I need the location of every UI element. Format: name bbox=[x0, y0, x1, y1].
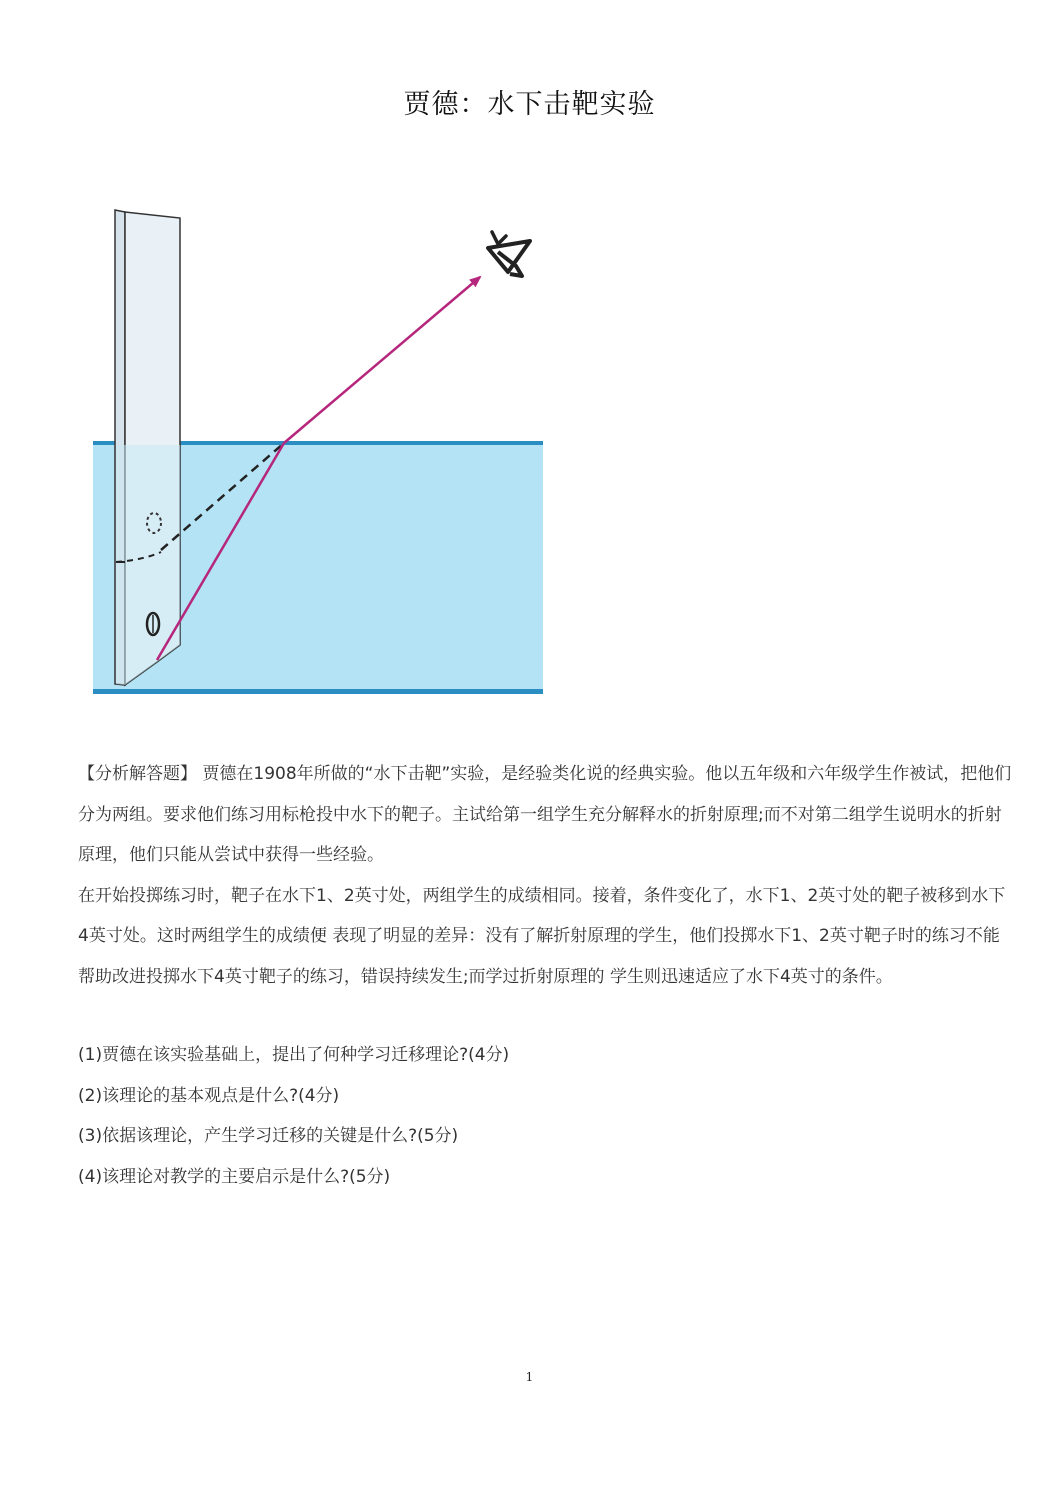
water-bottom-line bbox=[93, 689, 543, 694]
target-board-underwater bbox=[116, 445, 180, 685]
analysis-paragraph-2: 在开始投掷练习时，靶子在水下1、2英寸处，两组学生的成绩相同。接着，条件变化了，水下1、2英寸处的靶子被移到水下4英寸处。这时两组学生的成绩便 表现了明显的差异：没有了解折射原理的学生，他们投掷水下1、2英寸靶子时的练习不能帮助改进投掷水下4英寸靶子的练习，错误持续发生;而学过折射原理的 学生则迅速适应了水下4英寸的条件。 bbox=[78, 885, 1006, 987]
question-item: (1)贾德在该实验基础上，提出了何种学习迁移理论?(4分) bbox=[78, 1045, 510, 1065]
question-item: (4)该理论对教学的主要启示是什么?(5分) bbox=[78, 1166, 391, 1187]
question-item: (3)依据该理论，产生学习迁移的关键是什么?(5分) bbox=[78, 1126, 459, 1146]
analysis-text bbox=[78, 754, 1013, 997]
page-number: 1 bbox=[525, 1370, 534, 1384]
question-item: (2)该理论的基本观点是什么?(4分) bbox=[78, 1085, 340, 1106]
question-list bbox=[78, 1035, 1013, 1197]
analysis-intro: 贾德在1908年所做的“水下击靶”实验，是经验类化说的经典实验。他以五年级和六年级学生作被试，把他们分为两组。要求他们练习用标枪投中水下的靶子。主试给第一组学生充分解释水的折射原理;而不对第二组学生说明水的折射原理，他们只能从尝试中获得一些经验。 bbox=[78, 764, 1012, 865]
question-type-tag: 【分析解答题】 bbox=[78, 764, 197, 784]
air-ray-arrow bbox=[284, 277, 480, 443]
refraction-diagram bbox=[88, 200, 548, 705]
analysis-intro-paragraph bbox=[78, 754, 1013, 876]
eye-icon bbox=[488, 232, 530, 276]
page-title: 贾德：水下击靶实验 bbox=[403, 89, 656, 120]
